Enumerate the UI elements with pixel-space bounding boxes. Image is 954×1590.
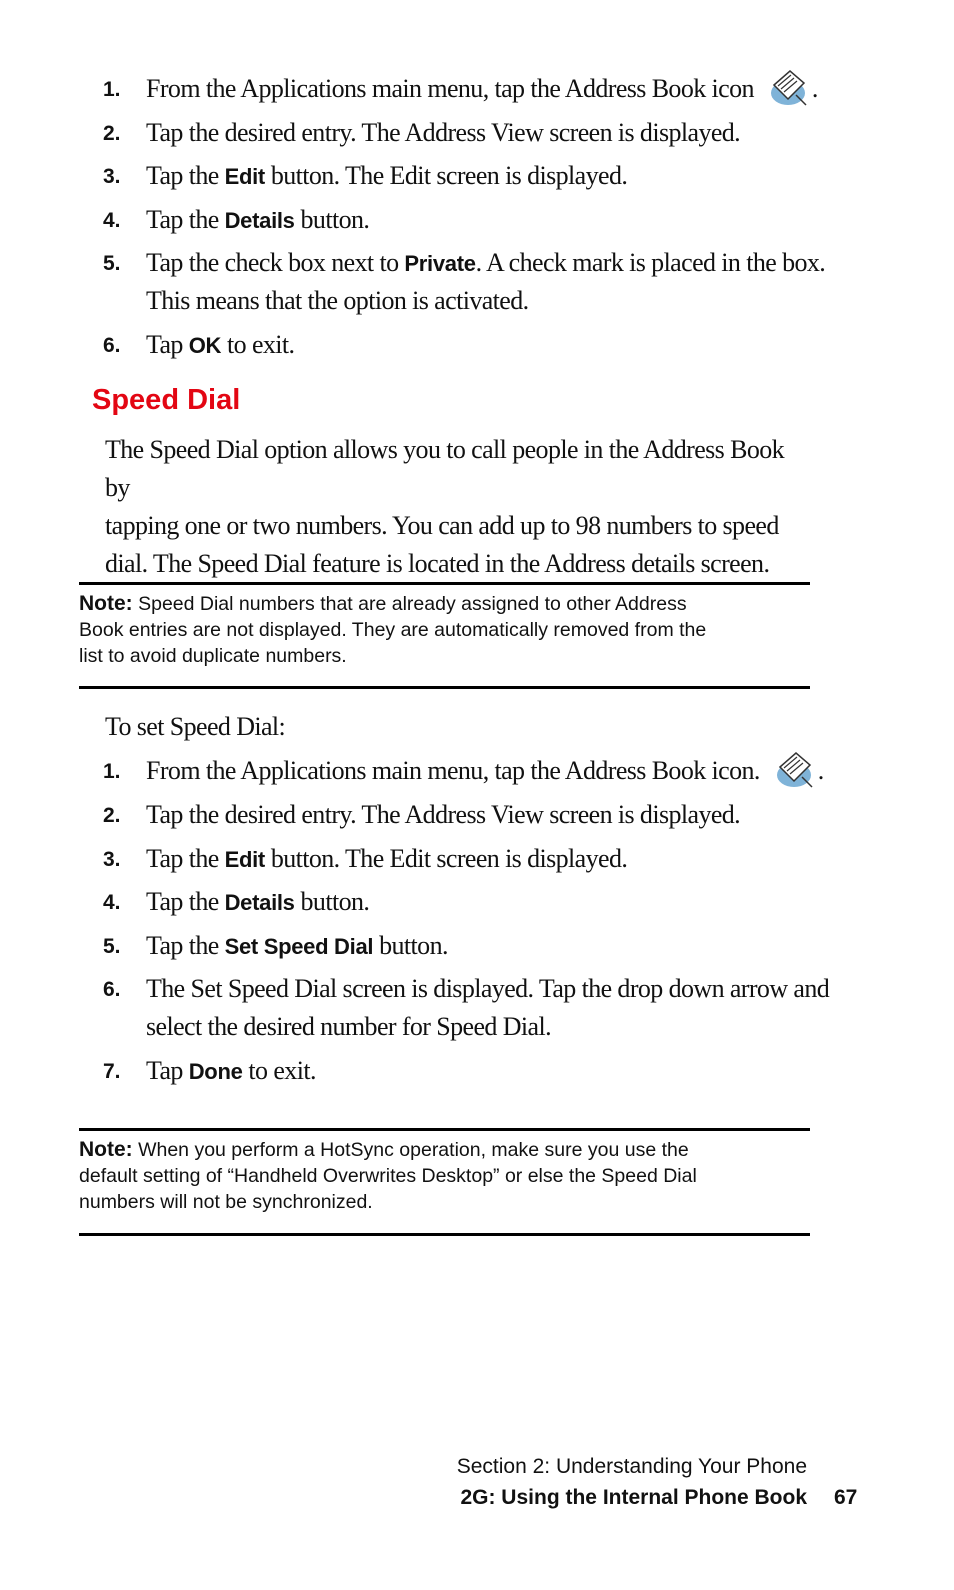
step-text: Tap Done to exit.: [146, 1056, 316, 1085]
note-line: Note: When you perform a HotSync operation, make sure you use the: [79, 1138, 689, 1161]
footer-chapter: 2G: Using the Internal Phone Book: [460, 1486, 807, 1509]
footer-section: Section 2: Understanding Your Phone: [456, 1455, 807, 1478]
step-text: Tap the Edit button. The Edit screen is displayed.: [146, 844, 628, 873]
step-text: Tap the Set Speed Dial button.: [146, 931, 448, 960]
note-top-rule: [79, 1128, 810, 1131]
step-number: 1.: [103, 78, 121, 101]
to-set-intro: To set Speed Dial:: [105, 712, 286, 741]
step-number: 5.: [103, 252, 121, 275]
note-box: [79, 591, 810, 669]
section-intro: [105, 431, 805, 583]
note-line: numbers will not be synchronized.: [79, 1191, 373, 1213]
step-text: Tap the Details button.: [146, 205, 370, 234]
step-number: 5.: [103, 935, 121, 958]
note-top-rule: [79, 582, 810, 585]
note-line: list to avoid duplicate numbers.: [79, 645, 347, 667]
address-book-icon: [772, 747, 816, 791]
note-line: Book entries are not displayed. They are automatically removed from the: [79, 619, 707, 641]
step-text-continued: This means that the option is activated.: [146, 286, 529, 315]
step-text: Tap the Details button.: [146, 887, 370, 916]
note-bottom-rule: [79, 686, 810, 689]
section-heading: Speed Dial: [92, 384, 241, 416]
step-number: 3.: [103, 848, 121, 871]
intro-line: tapping one or two numbers. You can add up to 98 numbers to speed: [105, 511, 779, 540]
step-number: 2.: [103, 804, 121, 827]
note-bottom-rule: [79, 1233, 810, 1236]
step-number: 6.: [103, 334, 121, 357]
note-label: Note:: [79, 1138, 133, 1161]
note-box: [79, 1137, 810, 1215]
page-number: 67: [834, 1486, 858, 1509]
note-label: Note:: [79, 592, 133, 615]
step-text: The Set Speed Dial screen is displayed. Tap the drop down arrow and: [146, 974, 830, 1003]
step-number: 4.: [103, 891, 121, 914]
step-text: Tap OK to exit.: [146, 330, 295, 359]
note-line: default setting of “Handheld Overwrites Desktop” or else the Speed Dial: [79, 1165, 697, 1187]
step-text: Tap the check box next to Private. A check mark is placed in the box.: [146, 248, 826, 277]
step-number: 6.: [103, 978, 121, 1001]
intro-line: The Speed Dial option allows you to call people in the Address Book by: [105, 435, 785, 502]
step-number: 7.: [103, 1060, 121, 1083]
step-number: 4.: [103, 209, 121, 232]
step-text: Tap the desired entry. The Address View screen is displayed.: [146, 800, 741, 829]
note-line: Note: Speed Dial numbers that are already assigned to other Address: [79, 592, 687, 615]
step-number: 1.: [103, 760, 121, 783]
step-text-continued: select the desired number for Speed Dial.: [146, 1012, 551, 1041]
address-book-icon: [766, 65, 810, 109]
step-text: From the Applications main menu, tap the Address Book icon .: [146, 70, 826, 109]
step-number: 2.: [103, 122, 121, 145]
step-text: From the Applications main menu, tap the Address Book icon. .: [146, 752, 826, 791]
step-number: 3.: [103, 165, 121, 188]
intro-line: dial. The Speed Dial feature is located in the Address details screen.: [105, 549, 770, 578]
step-text: Tap the Edit button. The Edit screen is displayed.: [146, 161, 628, 190]
step-text: Tap the desired entry. The Address View screen is displayed.: [146, 118, 741, 147]
